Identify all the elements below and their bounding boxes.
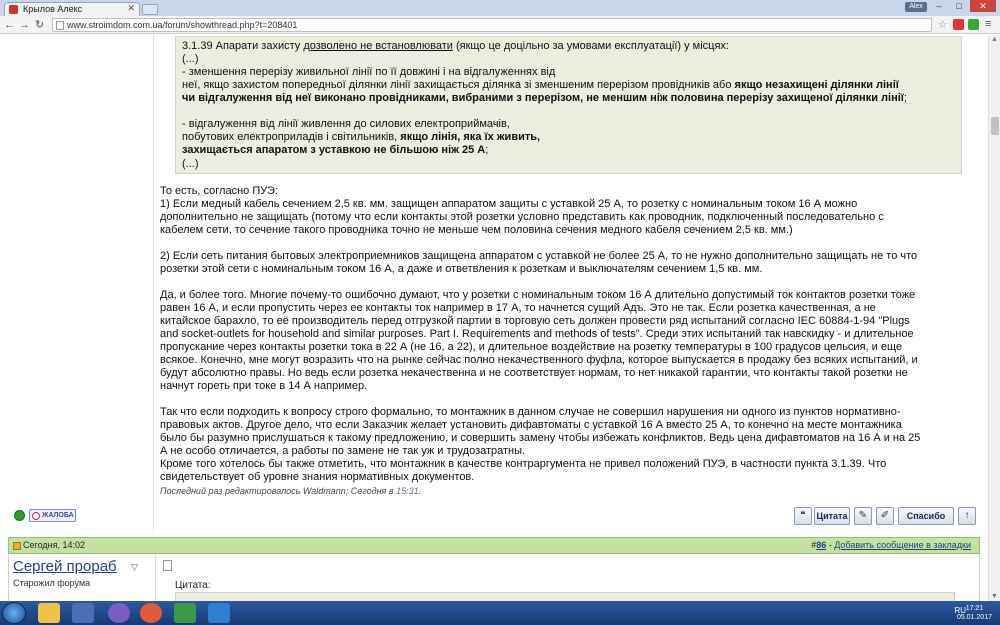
chevron-down-icon[interactable]: ▽ [131,562,138,572]
quote-text: ; [485,144,489,156]
post-date: Сегодня, 14:02 [23,540,86,550]
language-indicator[interactable]: RU [954,606,966,615]
close-tab-icon[interactable]: ✕ [127,3,135,13]
bookmark-star-icon[interactable]: ☆ [938,19,948,31]
quote-text: 3.1.39 Апарати захисту [182,40,304,52]
page-content [0,35,988,601]
edit-icon[interactable]: ✐ [876,507,894,525]
app-icon[interactable] [208,603,230,623]
tab-title: Крылов Алекс [23,4,83,14]
media-player-icon[interactable] [72,603,94,623]
clock-date: 05.01.2017 [956,614,992,621]
quote-label: Цитата: [175,580,211,591]
browser-tab[interactable] [4,2,140,16]
bold-text: чи відгалуження від неї виконано провідниками, вибраними з перерізом, не меншим ніж половина перерізу захищеної ділянки лінії [182,92,904,104]
post-text-line: А не особо отличается, а работы по замене не так уж и трудозатратны. [160,445,526,457]
minimize-icon[interactable]: – [936,1,942,11]
back-icon[interactable]: ← [4,19,15,31]
user-title: Старожил форума [13,578,91,588]
browser-menu-icon[interactable]: ≡ [985,18,992,30]
viber-icon[interactable] [108,603,130,623]
edited-suffix: . [418,486,422,496]
clock-time: 17:21 [965,605,984,612]
url-text: www.stroimdom.com.ua/forum/showthread.php?t=208401 [67,20,298,30]
quote-text: (...) [182,53,199,65]
post-text-line: пропускание через контакты розетки тока в 22 А (не 16, а 22), и длительное воздействие на розетку температуры в 100 градусов цельсия, и еще [160,341,903,353]
bold-text: якщо лінія, яка їх живить, [400,131,541,143]
scroll-up-icon[interactable]: ▲ [991,36,998,43]
quote-line [182,92,957,105]
post-header-links [811,540,971,550]
post-user-column [8,35,154,531]
page-icon [56,21,64,30]
underlined-text: дозволено не встановлювати [303,40,453,52]
next-post [8,554,980,601]
post-text-line: 1) Если медный кабель сечением 2,5 кв. мм. защищен аппаратом защиты с уставкой 25 А, то розетку с номинальным током 16 А можно [160,198,858,210]
quote-block [175,36,962,174]
divider [155,554,156,601]
quote-button[interactable]: Цитата [814,507,850,525]
quote-text: - відгалуження від лінії живлення до силових електроприймачів, [182,118,510,130]
post-text-line: дополнительно не защищать (потому что если контакты этой розетки условно представить как проводник, подключенный последовательно с [160,211,884,223]
bold-text: якщо незахищені ділянки лінії [734,79,899,91]
document-icon [163,560,172,571]
username-link[interactable]: Сергей прораб [13,558,117,575]
extension-icon[interactable] [968,19,979,30]
url-input[interactable] [52,18,932,32]
quote-text: побутових електроприладів і світильників, [182,131,401,143]
post-text-line: будут абсолютно правы. Но ведь если розетка некачественна и не соответствует нормам, то нет никакой гарантии, что контакты такой розетки не [160,367,908,379]
quote-line [182,144,488,157]
online-status-icon [14,510,25,521]
post-text-line: Так что если подходить к вопросу строго формально, то монтажник в данном случае не совершил нарушения ни одного из пунктов нормативно- [160,406,901,418]
close-window-icon[interactable]: ✕ [970,0,996,12]
post-number-link[interactable]: 86 [816,540,827,550]
post-text-line: Кроме того хотелось бы также отметить, что монтажник в качестве контраргумента не привел положений ПУЭ, в частности пункта 3.1.39. Что [160,458,887,470]
reload-icon[interactable]: ↻ [35,19,45,31]
quote-line [182,53,199,66]
maximize-icon[interactable]: □ [956,1,962,11]
multiquote-icon[interactable]: ❝ [794,507,812,525]
browser-tab-strip [0,0,1000,16]
post-text-line: начнут гореть при токе в 14 А например. [160,380,368,392]
separator: - [826,540,835,550]
post-text-line: and socket-outlets for household and similar purposes. Part I. Requirements and methods of tests". Среди этих испытаний так навскидку - и длительное [160,328,914,340]
site-favicon-icon [9,5,18,14]
quote-block [175,592,955,601]
address-bar-row [0,16,1000,34]
quote-line [182,79,899,92]
chrome-icon[interactable] [140,603,162,623]
post-text-line: китайское барахло, то её производитель перед отгрузкой партии в торговую сеть должен провести ряд испытаний согласно IEC 60884-1-94 "Plugs [160,315,910,327]
start-button[interactable] [2,602,26,624]
new-tab-button[interactable] [142,4,158,15]
post-text-line: кабелем сети, то сечение такого проводника точно не меньше чем половина сечения медного кабеля сечением 2,5 кв. мм.) [160,224,793,236]
bold-text: захищається апаратом з уставкою не більшою ніж 25 А [182,144,486,156]
post-text-line: правовых актов. Другое дело, что если Заказчик желает установить дифавтоматы с уставкой 16 А вместо 25 А, то конечно на месте монтажника [160,419,902,431]
edited-time: 15:31 [396,486,419,496]
quick-reply-icon[interactable]: ✎ [854,507,872,525]
quote-text: - зменшення перерізу живильної лінії по її довжині і на відгалуженнях від [182,66,556,78]
post-icon [13,542,21,550]
post-text-line: всякое. Конечно, мне могут возразить что на рынке сейчас полно некачественного фуфла, которое выпускается в продажу без всяких испытаний, и [160,354,918,366]
quote-text: (якщо це доцільно за умовами експлуатації) у місцях: [452,40,729,52]
post-body [154,35,980,531]
quote-line [182,40,729,53]
post-text-line: Да, и более того. Многие почему-то ошибочно думают, что у розетки с номинальным током 16 А длительно допустимый ток контактов розетки тоже [160,289,916,301]
file-explorer-icon[interactable] [38,603,60,623]
quote-text: ; [903,92,907,104]
bookmark-link[interactable]: Добавить сообщение в закладки [834,540,971,550]
post-text-line: равен 16 А, и если пропустить через ее контакты ток например в 17 А, то начнется сущий Адъ. Это не так. Если розетка качественная, а не [160,302,876,314]
app-icon[interactable] [174,603,196,623]
post-header [8,537,980,554]
quote-line [182,158,199,171]
scroll-down-icon[interactable]: ▼ [991,593,998,600]
edited-note [160,486,421,496]
taskbar [0,601,1000,625]
extension-icon[interactable] [953,19,964,30]
post-text-line: было бы разумно прислушаться к такому предложению, и совершить замену чтобы избежать конфликтов. Ведь цена дифавтоматов на 16 А и на 25 [160,432,921,444]
quote-line [182,118,510,131]
vertical-scrollbar[interactable] [988,35,1000,601]
post-text-line: То есть, согласно ПУЭ: [160,185,278,197]
post-text-line: свидетельствует об уровне знания нормативных документов. [160,471,475,483]
edited-text: Последний раз редактировалось Waldmann; Сегодня в [160,486,397,496]
scrollbar-thumb[interactable] [991,117,999,135]
report-label: ЖАЛОБА [42,512,74,519]
quote-line [182,131,540,144]
thanks-button[interactable]: Спасибо [898,507,954,525]
scroll-top-icon[interactable]: ↑ [958,507,976,525]
post-text-line: 2) Если сеть питания бытовых электроприемников защищена аппаратом с уставкой не более 25 А, то не нужно дополнительно защищать не то что [160,250,918,262]
system-clock[interactable] [957,604,992,622]
report-button[interactable] [29,509,76,522]
quote-line [182,66,555,79]
profile-badge[interactable]: Alex [905,2,927,12]
quote-text: неї, якщо захистом попередньої ділянки лінії захищається ділянка зі зменшеним перерізом провідників або [182,79,735,91]
post-text-line: розетки этой сети с номинальным током 16 А, а даже и ответвления к розеткам и выключателям сечением 1,5 кв. мм. [160,263,763,275]
quote-text: (...) [182,158,199,170]
forward-icon[interactable]: → [19,19,30,31]
window-controls [930,0,996,14]
post-number-prefix: # [811,540,817,550]
warning-icon [32,512,40,520]
